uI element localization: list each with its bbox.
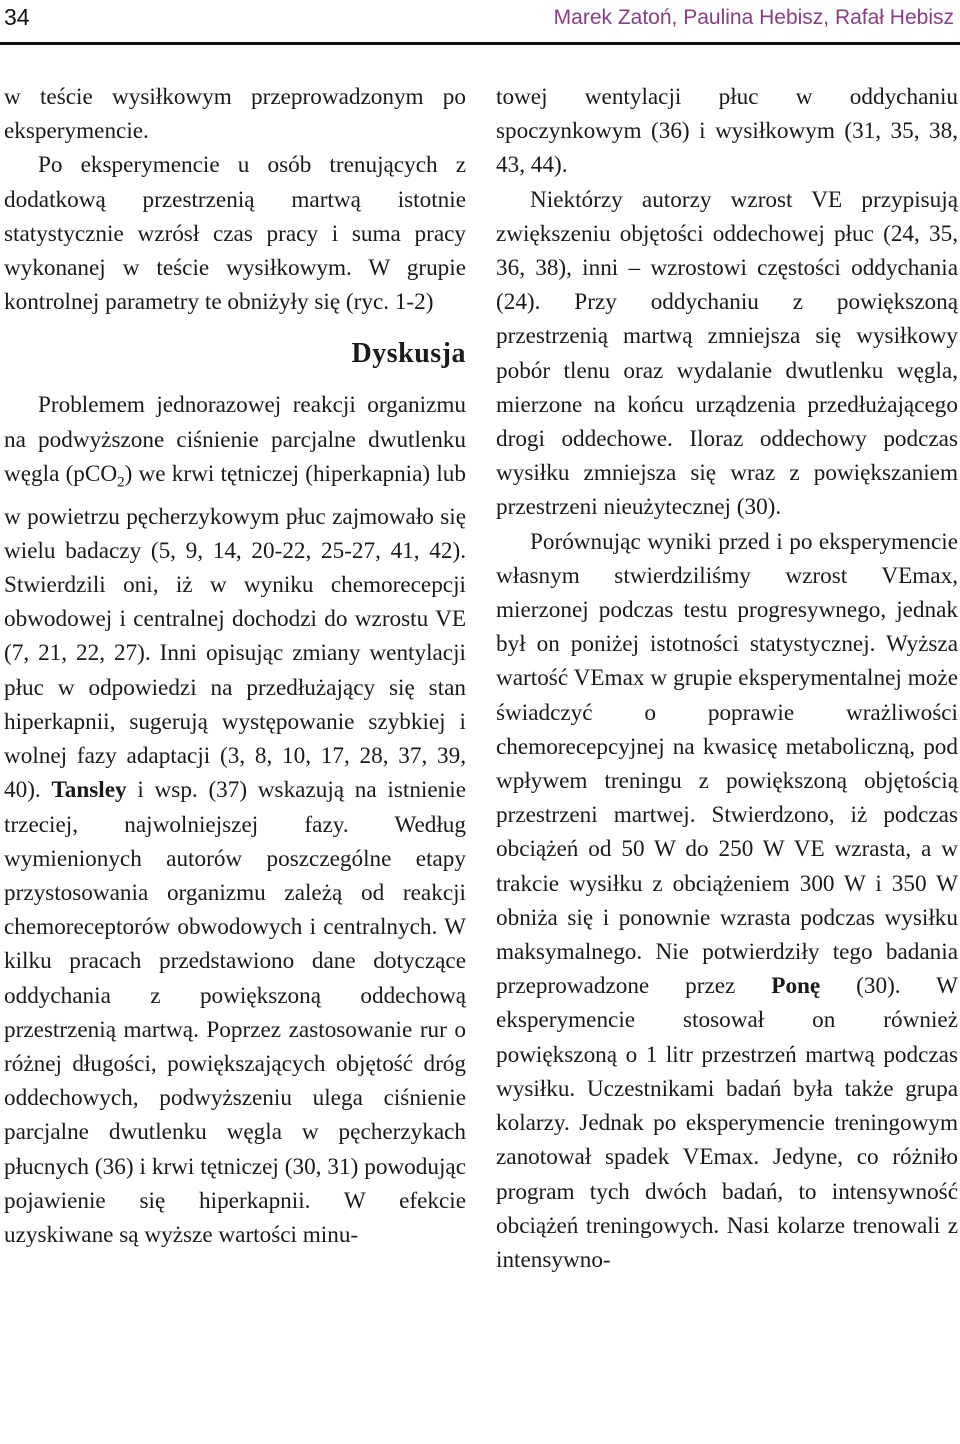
paragraph: Po eksperymencie u osób trenujących z dodatkową przestrzenią martwą istotnie statystycznie wzrósł czas pracy i suma pracy wykonanej w teście wysiłkowym. W grupie kontrolnej parametry te obniżyły się (ryc. 1-2) (4, 152, 466, 316)
text-run: i wsp. (37) wskazują na istnienie trzeciej, najwolniejszej fazy. Według wymienionych autorów poszczególne etapy przystosowania organizmu zależą od reakcji chemoreceptorów obwodowych i centralnych. W kilku pracach przedstawiono dane dotyczące oddychania z powiększoną oddechową przestrzenią martwą. Poprzez zastosowanie rur o różnej długości, powiększających objętość dróg oddechowych, podwyższeniu ulega ciśnienie parcjalne dwutlenku węgla w pęcherzykach płucnych (36) i krwi tętniczej (30, 31) powodując pojawienie się hiperkapnii. W efekcie uzyskiwane są wyższe wartości minu- (4, 777, 466, 1248)
subscript: 2 (117, 474, 125, 491)
text-run: ) we krwi tętniczej (hiperkapnia) lub w powietrzu pęcherzykowym płuc zajmowało się wielu badaczy (5, 9, 14, 20-22, 25-27, 41, 42). Stwierdzili oni, iż w wyniku chemorecepcji obwodowej i centralnej dochodzi do wzrostu VE (7, 21, 22, 27). Inni opisując zmiany wentylacji płuc w odpowiedzi na przedłużający się stan hiperkapnii, sugerują występowanie szybkiej i wolnej fazy adaptacji (3, 8, 10, 17, 28, 37, 39, 40). (4, 460, 466, 804)
text-run: Problemem jednorazowej reakcji organizmu na podwyższone ciśnienie parcjalne dwutlenku węgla (pCO (4, 392, 466, 487)
author-name: Ponę (771, 973, 821, 1000)
author-name: Tansley (51, 777, 127, 804)
left-column (4, 80, 466, 1252)
header-rule (0, 42, 960, 45)
page-header (0, 0, 960, 44)
page-number: 34 (4, 4, 30, 30)
text-run: (30). W eksperymencie stosował on również powiększoną o 1 litr przestrzeń martwą podczas wysiłku. Uczestnikami badań była także grupa kolarzy. Jednak po eksperymencie treningowym zanotował spadek VEmax. Jedyne, co różniło program tych dwóch badań, to intensywność obciążeń treningowych. Nasi kolarze trenowali z intensywno- (496, 973, 958, 1273)
paragraph: Niektórzy autorzy wzrost VE przypisują zwiększeniu objętości oddechowej płuc (24, 35, 36, 38), inni – wzrostowi częstości oddychania (24). Przy oddychaniu z powiększoną przestrzenią martwą zmniejsza się wysiłkowy pobór tlenu oraz wydalanie dwutlenku węgla, mierzone na końcu urządzenia przedłużającego drogi oddechowe. Iloraz oddechowy podczas wysiłku zmniejsza się wraz z powiększaniem przestrzeni nieużytecznej (30). (496, 186, 958, 521)
paragraph: w teście wysiłkowym przeprowadzonym po eksperymencie. (4, 84, 466, 145)
text-run: Porównując wyniki przed i po eksperymencie własnym stwierdziliśmy wzrost VEmax, mierzonej podczas testu progresywnego, jednak był on poniżej istotności statystycznej. Wyższa wartość VEmax w grupie eksperymentalnej może świadczyć o poprawie wrażliwości chemorecepcyjnej na kwasicę metaboliczną, pod wpływem treningu z powiększoną objętością przestrzeni martwej. Stwierdzono, iż podczas obciążeń od 50 W do 250 W VE wzrasta, a w trakcie wysiłku z obciążeniem 300 W i 350 W obniża się i ponownie wzrasta podczas wysiłku maksymalnego. Nie potwierdziły tego badania przeprowadzone przez (496, 528, 958, 1000)
paragraph: towej wentylacji płuc w oddychaniu spoczynkowym (36) i wysiłkowym (31, 35, 38, 43, 44). (496, 84, 958, 179)
running-header-authors: Marek Zatoń, Paulina Hebisz, Rafał Hebisz (553, 6, 954, 29)
paragraph (496, 525, 958, 1277)
section-heading: Dyskusja (351, 338, 466, 370)
paragraph (4, 388, 466, 1252)
right-column (496, 80, 958, 1277)
